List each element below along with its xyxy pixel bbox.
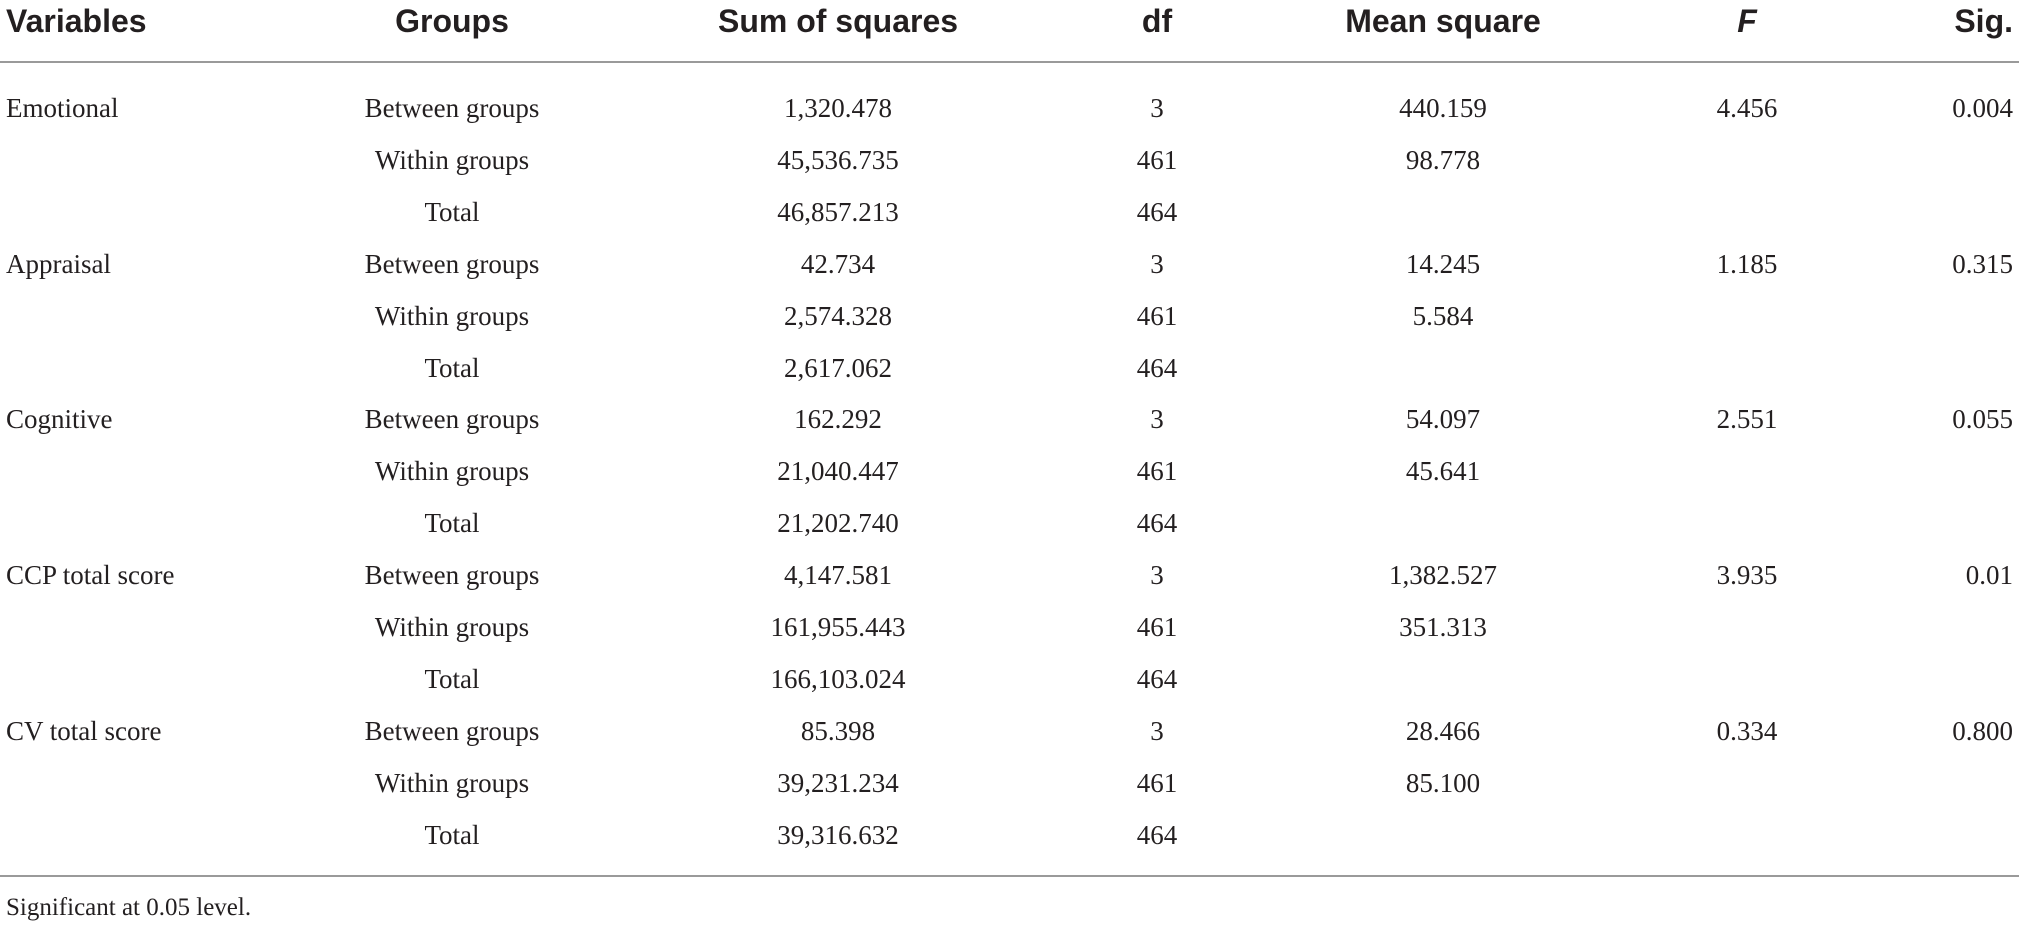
- cell-sig: 0.01: [1965, 560, 2013, 590]
- cell-group: Within groups: [374, 456, 530, 486]
- cell-mean-square: 351.313: [1399, 612, 1487, 642]
- cell-sum-of-squares: 166,103.024: [770, 664, 906, 694]
- cell-mean-square: 14.245: [1405, 249, 1481, 279]
- cell-sum-of-squares: 46,857.213: [777, 197, 899, 227]
- cell-df: 3: [1150, 93, 1164, 123]
- cell-f: 1.185: [1716, 249, 1778, 279]
- cell-group: Within groups: [374, 768, 530, 798]
- cell-group: Between groups: [364, 716, 540, 746]
- cell-df: 464: [1136, 353, 1178, 383]
- cell-f: 2.551: [1716, 404, 1778, 434]
- cell-group: Between groups: [364, 404, 540, 434]
- cell-group: Between groups: [364, 93, 540, 123]
- header-df: df: [1141, 3, 1173, 39]
- cell-variable: CV total score: [6, 716, 162, 746]
- cell-sum-of-squares: 39,231.234: [777, 768, 899, 798]
- cell-sum-of-squares: 39,316.632: [777, 820, 899, 850]
- cell-sum-of-squares: 162.292: [794, 404, 882, 434]
- cell-df: 3: [1150, 249, 1164, 279]
- cell-group: Within groups: [374, 301, 530, 331]
- cell-mean-square: 28.466: [1405, 716, 1481, 746]
- cell-group: Total: [424, 664, 480, 694]
- header-rule: [0, 61, 2019, 63]
- cell-mean-square: 5.584: [1412, 301, 1474, 331]
- cell-variable: CCP total score: [6, 560, 175, 590]
- cell-sig: 0.055: [1952, 404, 2013, 434]
- header-groups: Groups: [395, 3, 509, 39]
- cell-df: 464: [1136, 508, 1178, 538]
- cell-mean-square: 54.097: [1405, 404, 1481, 434]
- cell-df: 461: [1136, 768, 1178, 798]
- cell-sum-of-squares: 4,147.581: [784, 560, 892, 590]
- header-sum-of-squares: Sum of squares: [717, 3, 959, 39]
- cell-group: Within groups: [374, 612, 530, 642]
- cell-df: 461: [1136, 612, 1178, 642]
- cell-mean-square: 45.641: [1405, 456, 1481, 486]
- cell-group: Total: [424, 197, 480, 227]
- cell-f: 4.456: [1716, 93, 1778, 123]
- header-sig: Sig.: [1954, 3, 2013, 39]
- cell-df: 464: [1136, 664, 1178, 694]
- table-header: [0, 0, 2019, 62]
- cell-sum-of-squares: 21,202.740: [777, 508, 899, 538]
- cell-df: 3: [1150, 560, 1164, 590]
- cell-group: Total: [424, 353, 480, 383]
- cell-sum-of-squares: 21,040.447: [777, 456, 899, 486]
- cell-mean-square: 440.159: [1399, 93, 1487, 123]
- cell-df: 464: [1136, 197, 1178, 227]
- cell-sum-of-squares: 1,320.478: [784, 93, 892, 123]
- cell-sum-of-squares: 85.398: [800, 716, 876, 746]
- header-mean-square: Mean square: [1345, 3, 1541, 39]
- cell-sum-of-squares: 2,574.328: [784, 301, 892, 331]
- header-f: F: [1737, 3, 1757, 39]
- cell-sig: 0.800: [1952, 716, 2013, 746]
- cell-df: 461: [1136, 456, 1178, 486]
- cell-group: Total: [424, 508, 480, 538]
- cell-sum-of-squares: 45,536.735: [777, 145, 899, 175]
- cell-variable: Appraisal: [6, 249, 111, 279]
- cell-sig: 0.315: [1952, 249, 2013, 279]
- footnote: Significant at 0.05 level.: [6, 894, 252, 921]
- cell-mean-square: 98.778: [1405, 145, 1481, 175]
- cell-df: 461: [1136, 145, 1178, 175]
- header-variables: Variables: [6, 3, 147, 39]
- cell-variable: Emotional: [6, 93, 119, 123]
- cell-group: Between groups: [364, 249, 540, 279]
- cell-mean-square: 85.100: [1405, 768, 1481, 798]
- cell-df: 3: [1150, 404, 1164, 434]
- cell-df: 461: [1136, 301, 1178, 331]
- cell-sum-of-squares: 42.734: [800, 249, 876, 279]
- cell-sum-of-squares: 161,955.443: [770, 612, 906, 642]
- cell-group: Between groups: [364, 560, 540, 590]
- bottom-rule: [0, 875, 2019, 877]
- cell-group: Within groups: [374, 145, 530, 175]
- cell-f: 0.334: [1716, 716, 1778, 746]
- cell-mean-square: 1,382.527: [1389, 560, 1497, 590]
- cell-group: Total: [424, 820, 480, 850]
- cell-df: 464: [1136, 820, 1178, 850]
- cell-df: 3: [1150, 716, 1164, 746]
- cell-f: 3.935: [1716, 560, 1778, 590]
- cell-sum-of-squares: 2,617.062: [784, 353, 892, 383]
- cell-sig: 0.004: [1952, 93, 2013, 123]
- cell-variable: Cognitive: [6, 404, 113, 434]
